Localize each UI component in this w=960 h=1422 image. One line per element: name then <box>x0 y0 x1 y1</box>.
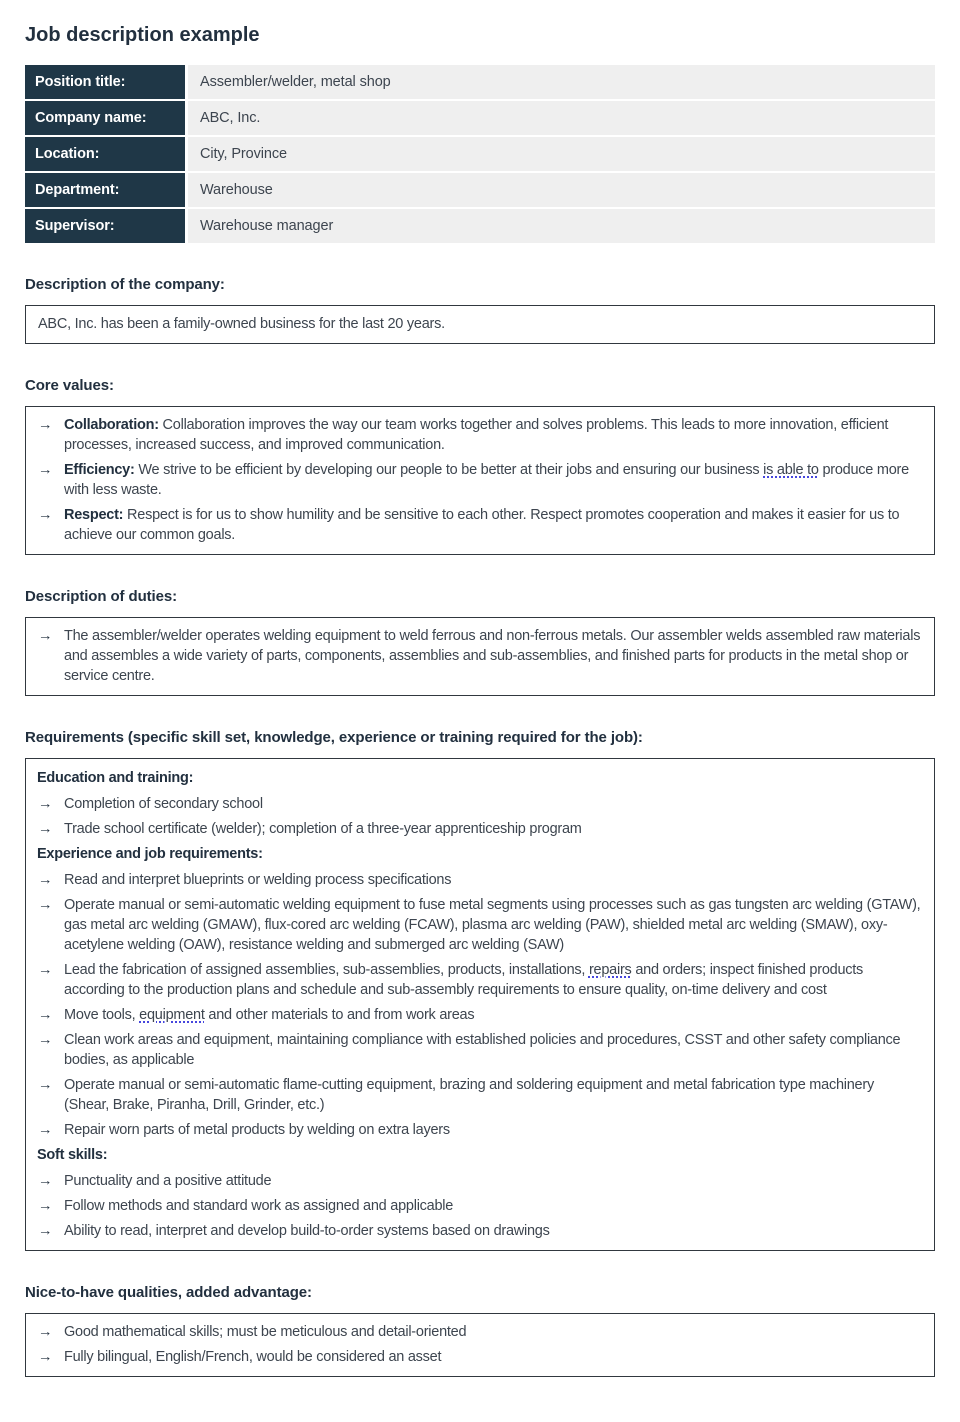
bullet-item <box>36 960 922 1000</box>
row-value: City, Province <box>188 137 935 171</box>
row-value: Assembler/welder, metal shop <box>188 65 935 99</box>
text-segment: Trade school certificate (welder); completion of a three-year apprenticeship program <box>64 821 582 837</box>
table-row <box>25 101 935 135</box>
arrow-bullet-icon: → <box>38 872 53 888</box>
table-row <box>25 173 935 207</box>
text-segment: Experience and job requirements: <box>37 846 263 862</box>
text-segment: Good mathematical skills; must be meticulous and detail-oriented <box>64 1324 467 1340</box>
text-segment: We strive to be efficient by developing our people to be better at their jobs and ensuring our business <box>134 462 764 478</box>
section-box <box>25 1313 935 1377</box>
bullet-item <box>36 1005 922 1025</box>
bold-text: Efficiency: <box>64 462 135 478</box>
table-row <box>25 209 935 243</box>
section-heading: Nice-to-have qualities, added advantage: <box>25 1284 312 1301</box>
text-segment: ABC, Inc. has been a family-owned business for the last 20 years. <box>38 316 445 332</box>
bullet-item <box>36 1030 922 1070</box>
job-info-table <box>25 65 935 243</box>
arrow-bullet-icon: → <box>38 1077 53 1093</box>
item-text <box>64 415 922 455</box>
bullet-item <box>36 1075 922 1115</box>
item-text <box>64 1221 922 1241</box>
row-label: Location: <box>25 137 185 171</box>
text-segment: and other materials to and from work areas <box>204 1007 475 1023</box>
bullet-item <box>36 1120 922 1140</box>
arrow-bullet-icon: → <box>38 1032 53 1048</box>
bold-text: Collaboration: <box>64 417 159 433</box>
bullet-item <box>36 895 922 955</box>
row-value: Warehouse <box>188 173 935 207</box>
text-segment: Respect is for us to show humility and be sensitive to each other. Respect promotes cooperation and makes it easier for us to achieve our common goals. <box>64 507 900 543</box>
arrow-bullet-icon: → <box>38 1349 53 1365</box>
text-segment: Read and interpret blueprints or welding process specifications <box>64 872 452 888</box>
section-heading: Requirements (specific skill set, knowledge, experience or training required for the job): <box>25 729 643 746</box>
arrow-bullet-icon: → <box>38 1223 53 1239</box>
arrow-bullet-icon: → <box>38 1122 53 1138</box>
item-text <box>64 794 922 814</box>
box-subheading <box>37 1145 922 1165</box>
text-segment: Operate manual or semi-automatic welding equipment to fuse metal segments using processes such as gas tungsten arc welding (GTAW), gas metal arc welding (GMAW), flux-cored arc welding (FCAW), plasma arc welding (PAW), shielded metal arc welding (SMAW), oxy-acetylene welding (OAW), resistance welding and submerged arc welding (SAW) <box>64 897 921 953</box>
item-text <box>37 846 263 862</box>
bold-text: Respect: <box>64 507 124 523</box>
item-text <box>37 770 193 786</box>
item-text <box>64 1171 922 1191</box>
row-value: ABC, Inc. <box>188 101 935 135</box>
arrow-bullet-icon: → <box>38 507 53 523</box>
section-box <box>25 406 935 555</box>
bullet-item <box>36 1196 922 1216</box>
text-segment: Repair worn parts of metal products by welding on extra layers <box>64 1122 450 1138</box>
bullet-item <box>36 794 922 814</box>
item-text <box>64 895 922 955</box>
arrow-bullet-icon: → <box>38 1198 53 1214</box>
text-segment: produce more with less waste. <box>64 462 909 498</box>
item-text <box>64 1005 922 1025</box>
text-segment: Operate manual or semi-automatic flame-cutting equipment, brazing and soldering equipment and metal fabrication type machinery (Shear, Brake, Piranha, Drill, Grinder, etc.) <box>64 1077 874 1113</box>
section-company-description <box>25 276 935 344</box>
page-title: Job description example <box>25 24 260 46</box>
row-value: Warehouse manager <box>188 209 935 243</box>
document-sections <box>25 276 935 1377</box>
item-text <box>64 1196 922 1216</box>
bullet-item <box>36 1171 922 1191</box>
item-text <box>64 626 922 686</box>
section-core-values <box>25 377 935 555</box>
text-segment: Collaboration improves the way our team works together and solves problems. This leads to more innovation, efficient processes, increased success, and improved communication. <box>64 417 889 453</box>
item-text <box>64 505 922 545</box>
text-segment: Fully bilingual, English/French, would be considered an asset <box>64 1349 442 1365</box>
item-text <box>64 960 922 1000</box>
section-nice-to-have <box>25 1284 935 1377</box>
arrow-bullet-icon: → <box>38 417 53 433</box>
arrow-bullet-icon: → <box>38 897 53 913</box>
bullet-item <box>36 870 922 890</box>
bullet-item <box>36 1221 922 1241</box>
box-subheading <box>37 768 922 788</box>
item-text <box>38 316 445 332</box>
row-label: Department: <box>25 173 185 207</box>
section-duties <box>25 588 935 696</box>
table-row <box>25 137 935 171</box>
item-text <box>64 1030 922 1070</box>
section-box <box>25 305 935 344</box>
text-segment: Education and training: <box>37 770 194 786</box>
text-segment: and orders; inspect finished products according to the production plans and schedule and sub-assembly requirements to ensure quality, on-time delivery and cost <box>64 962 864 998</box>
item-text <box>64 460 922 500</box>
item-text <box>64 870 922 890</box>
spellcheck-underlined-text: is able to <box>763 462 819 478</box>
arrow-bullet-icon: → <box>38 796 53 812</box>
arrow-bullet-icon: → <box>38 628 53 644</box>
bullet-item <box>36 415 922 455</box>
bullet-item <box>36 819 922 839</box>
bullet-item <box>36 1347 922 1367</box>
item-text <box>64 1347 922 1367</box>
item-text <box>64 819 922 839</box>
text-segment: Ability to read, interpret and develop build-to-order systems based on drawings <box>64 1223 550 1239</box>
arrow-bullet-icon: → <box>38 821 53 837</box>
box-subheading <box>37 844 922 864</box>
row-label: Supervisor: <box>25 209 185 243</box>
item-text <box>64 1322 922 1342</box>
spellcheck-underlined-text: repairs <box>588 962 632 978</box>
section-box <box>25 758 935 1251</box>
row-label: Company name: <box>25 101 185 135</box>
row-label: Position title: <box>25 65 185 99</box>
section-box <box>25 617 935 696</box>
spellcheck-underlined-text: equipment <box>139 1007 205 1023</box>
arrow-bullet-icon: → <box>38 1173 53 1189</box>
bullet-item <box>36 626 922 686</box>
bullet-item <box>36 460 922 500</box>
text-segment: Clean work areas and equipment, maintaining compliance with established policies and procedures, CSST and other safety compliance bodies, as applicable <box>64 1032 901 1068</box>
text-segment: Completion of secondary school <box>64 796 263 812</box>
arrow-bullet-icon: → <box>38 1007 53 1023</box>
bullet-item <box>36 505 922 545</box>
bullet-item <box>36 1322 922 1342</box>
arrow-bullet-icon: → <box>38 462 53 478</box>
box-paragraph <box>38 314 922 334</box>
text-segment: The assembler/welder operates welding equipment to weld ferrous and non-ferrous metals. Our assembler welds assembled raw materials and assembles a wide variety of parts, components, assemblies and sub-assemblies, and finished parts for products in the metal shop or service centre. <box>64 628 921 684</box>
section-heading: Core values: <box>25 377 114 394</box>
section-heading: Description of the company: <box>25 276 225 293</box>
item-text <box>64 1120 922 1140</box>
text-segment: Soft skills: <box>37 1147 108 1163</box>
item-text <box>64 1075 922 1115</box>
text-segment: Move tools, <box>64 1007 140 1023</box>
text-segment: Punctuality and a positive attitude <box>64 1173 272 1189</box>
text-segment: Follow methods and standard work as assigned and applicable <box>64 1198 454 1214</box>
arrow-bullet-icon: → <box>38 962 53 978</box>
arrow-bullet-icon: → <box>38 1324 53 1340</box>
table-row <box>25 65 935 99</box>
section-heading: Description of duties: <box>25 588 177 605</box>
section-requirements <box>25 729 935 1251</box>
text-segment: Lead the fabrication of assigned assemblies, sub-assemblies, products, installations, <box>64 962 589 978</box>
item-text <box>37 1147 107 1163</box>
